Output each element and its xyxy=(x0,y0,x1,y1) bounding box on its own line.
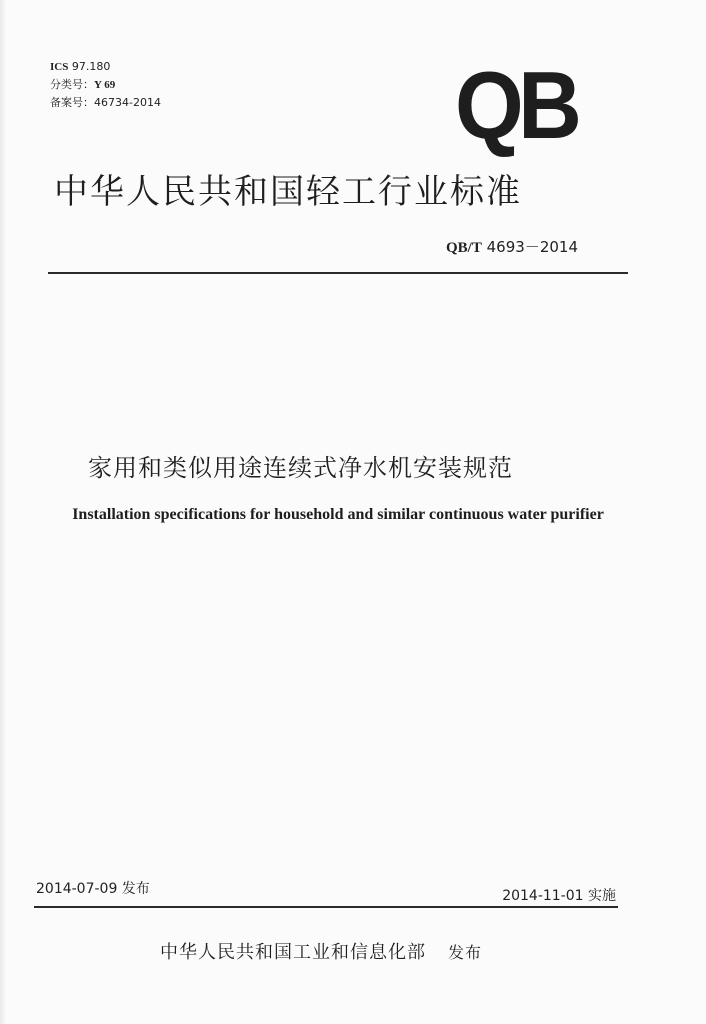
top-divider xyxy=(48,272,628,274)
qb-logo: QB xyxy=(455,52,577,159)
ics-label: ICS xyxy=(50,61,69,73)
standard-number-prefix: QB/T xyxy=(446,240,482,256)
record-row xyxy=(50,94,161,111)
standard-number-value: 4693－2014 xyxy=(486,238,578,256)
document-title-en: Installation specifications for household and similar continuous water purifier xyxy=(72,506,604,523)
class-row xyxy=(50,76,161,94)
issue-date: 2014-07-09 发布 xyxy=(36,881,150,897)
scan-edge-shadow xyxy=(0,0,6,1024)
standard-title: 中华人民共和国轻工行业标准 xyxy=(54,172,522,212)
class-label: 分类号： xyxy=(50,78,94,91)
publisher xyxy=(160,938,482,964)
record-value: 46734-2014 xyxy=(94,96,161,109)
bottom-divider xyxy=(34,906,618,908)
publisher-name: 中华人民共和国工业和信息化部 xyxy=(160,942,426,963)
record-label: 备案号： xyxy=(50,96,94,109)
publisher-action: 发布 xyxy=(448,943,483,962)
implementation-date: 2014-11-01 实施 xyxy=(502,888,616,904)
standard-number xyxy=(446,236,578,257)
document-title-cn: 家用和类似用途连续式净水机安装规范 xyxy=(88,454,513,482)
class-value: Y 69 xyxy=(94,79,116,91)
classification-block xyxy=(50,58,161,111)
ics-row xyxy=(50,58,161,76)
ics-value: 97.180 xyxy=(71,60,111,73)
